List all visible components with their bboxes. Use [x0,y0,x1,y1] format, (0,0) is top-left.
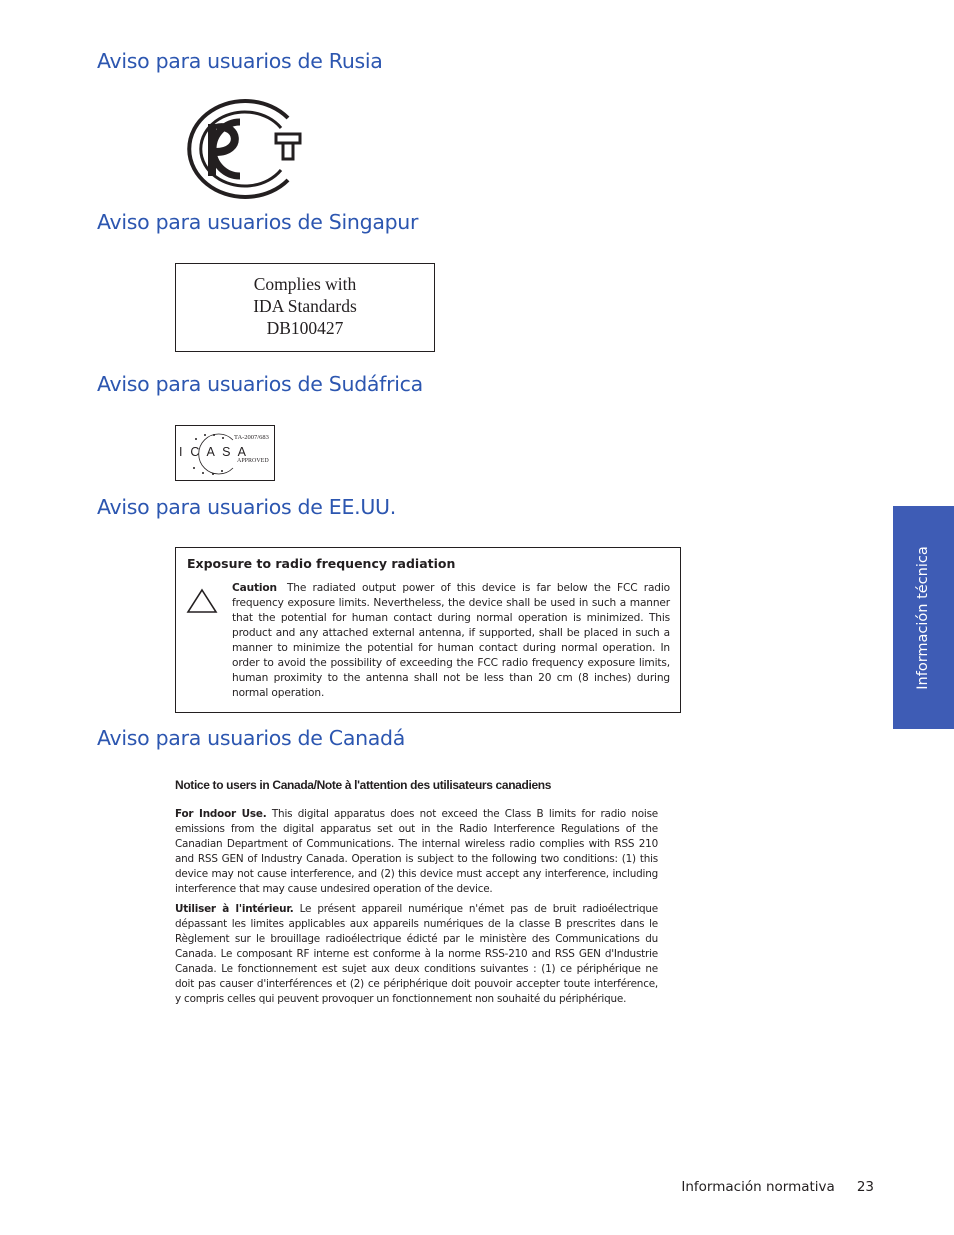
caution-text: The radiated output power of this device is far below the FCC radio frequency exposure limits. Nevertheless, the device shall be used in such a manner that the potential for human contact during normal operation is minimized. This product and any attached external antenna, if supported, shall be placed in such a manner to minimize the potential for human contact during normal operation. In order to avoid the possibility of exceeding the FCC radio frequency exposure limits, human proximity to the antenna shall not be less than 20 cm (8 inches) during normal operation. [232,582,670,699]
heading-russia: Aviso para usuarios de Rusia [97,49,383,73]
fcc-exposure-box [175,547,681,713]
icasa-logo [175,425,275,481]
ida-label-line-3: DB100427 [266,318,344,338]
heading-usa: Aviso para usuarios de EE.UU. [97,495,396,519]
fcc-caution-paragraph [232,581,670,701]
pct-certification-logo-icon [172,98,304,200]
side-tab-informacion-tecnica[interactable] [893,506,954,729]
icasa-approval-code: TA-2007/683 [234,434,269,441]
canada-notice [175,776,658,1012]
page-number: 23 [856,1179,874,1195]
fcc-box-title: Exposure to radio frequency radiation [187,556,456,571]
ida-label-line-2: IDA Standards [253,296,357,316]
english-lead: For Indoor Use. [175,808,267,820]
heading-canada: Aviso para usuarios de Canadá [97,726,406,750]
caution-triangle-icon [186,588,218,614]
heading-south-africa: Aviso para usuarios de Sudáfrica [97,372,423,396]
icasa-letters: I C A S A [179,445,249,459]
canada-english-paragraph [175,807,658,897]
side-tab-label: Información técnica [915,546,931,690]
french-lead: Utiliser à l'intérieur. [175,903,294,915]
heading-singapore: Aviso para usuarios de Singapur [97,210,419,234]
french-text: Le présent appareil numérique n'émet pas de bruit radioélectrique dépassant les limites applicables aux appareils numériques de la classe B prescrites dans le Règlement sur le brouillage radioélectrique édicté par le ministère des Communications du Canada. Le composant RF interne est conforme à la norme RSS-210 and RSS GEN d'Industrie Canada. Le fonctionnement est sujet aux deux conditions suivantes : (1) ce périphérique ne doit pas causer d'interférences et (2) ce périphérique doit pouvoir accepter toute interférence, y compris celles qui peuvent provoquer un fonctionnement non souhaité du périphérique. [175,903,658,1005]
page-footer [681,1179,874,1195]
caution-label: Caution [232,582,277,594]
english-text: This digital apparatus does not exceed the Class B limits for radio noise emissions from the digital apparatus set out in the Radio Interference Regulations of the Canadian Department of Communications. The internal wireless radio complies with RSS 210 and RSS GEN of Industry Canada. Operation is subject to the following two conditions: (1) this device may not cause interference, and (2) this device must accept any interference, including interference that may cause undesired operation of the device. [175,808,658,895]
footer-section-name: Información normativa [681,1179,835,1195]
ida-label-line-1: Complies with [253,274,357,294]
canada-notice-title: Notice to users in Canada/Note à l'attention des utilisateurs canadiens [175,778,552,792]
canada-french-paragraph [175,902,658,1007]
icasa-approved-label: APPROVED [237,458,269,464]
ida-compliance-label [175,263,435,352]
